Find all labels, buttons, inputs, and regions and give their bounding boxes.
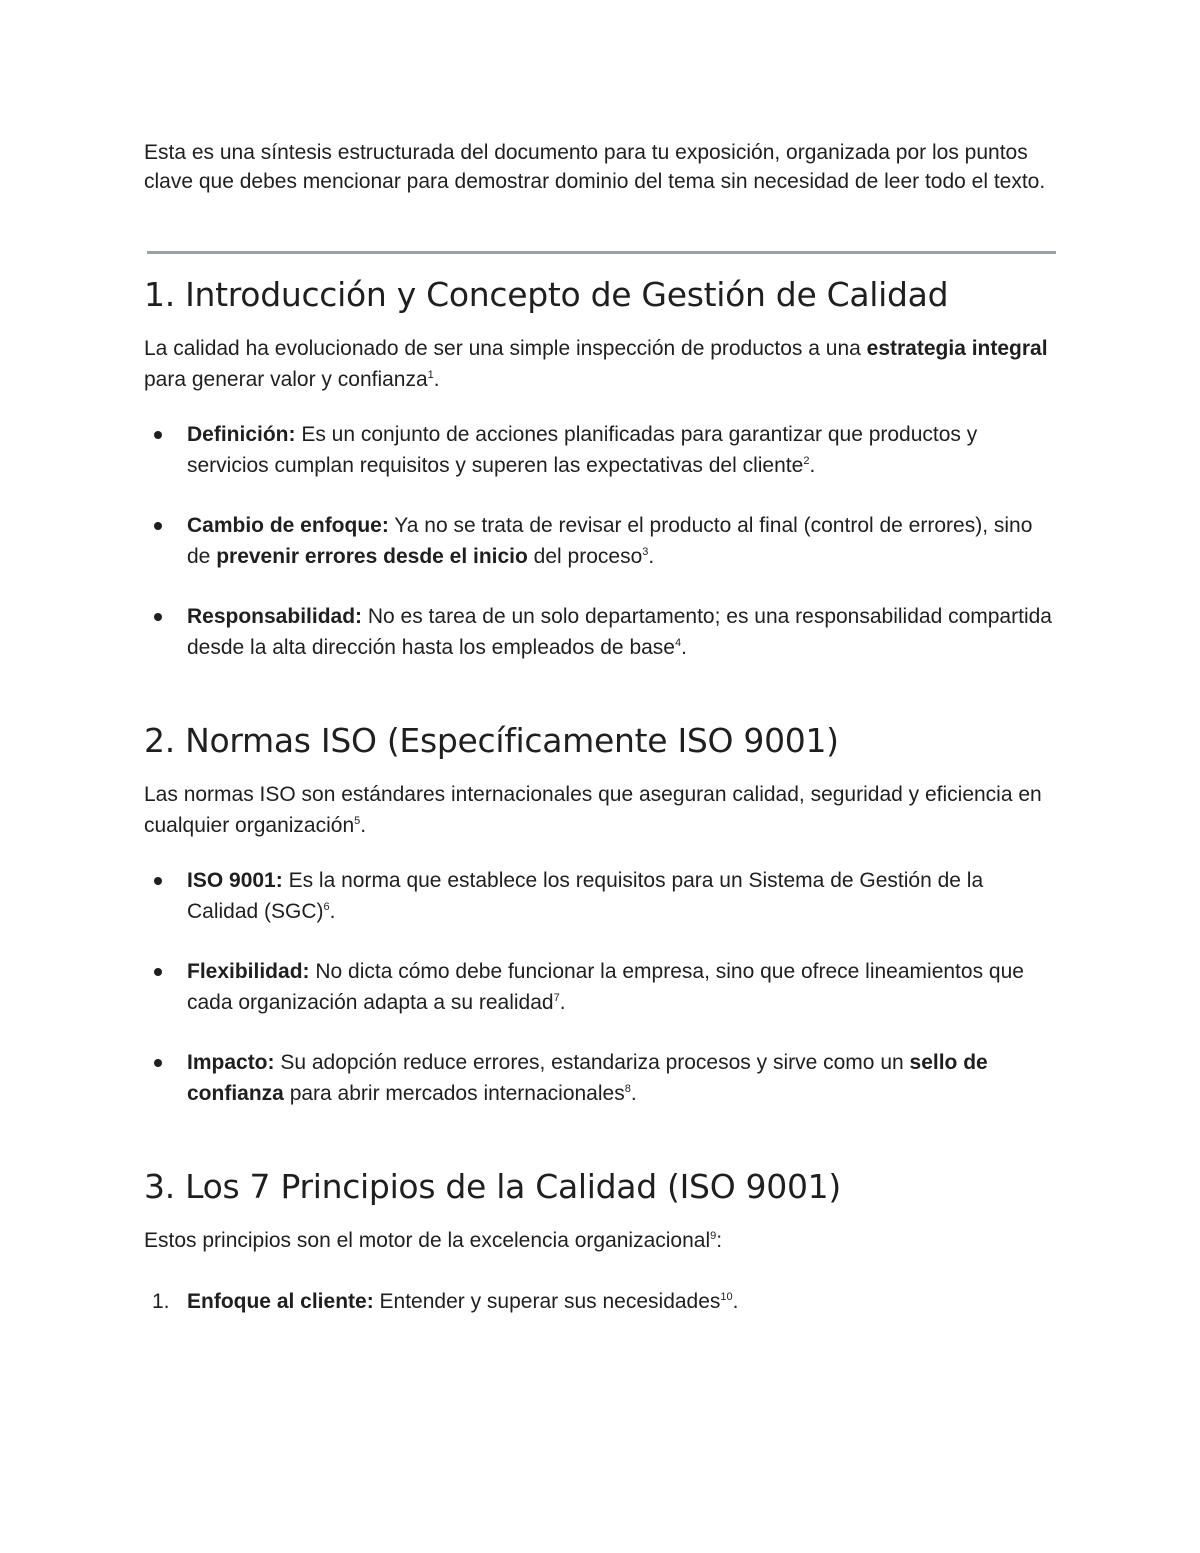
list-item — [144, 865, 1056, 927]
item-text: No es tarea de un solo departamento; es una responsabilidad compartida desde la alta dirección hasta los empleados de base — [187, 605, 1052, 659]
bullet-list — [144, 419, 1056, 663]
lead-punct: . — [360, 814, 367, 837]
bullet-icon — [154, 522, 162, 530]
list-item — [144, 510, 1056, 572]
section-heading: 3. Los 7 Principios de la Calidad (ISO 9001) — [144, 1167, 841, 1206]
item-bold: prevenir errores desde el inicio — [216, 545, 528, 568]
item-label: Definición: — [187, 423, 296, 446]
lead-bold: estrategia integral — [866, 337, 1048, 360]
document-page — [144, 138, 1056, 1317]
footnote-ref: 9 — [710, 1230, 717, 1242]
item-punct: . — [648, 545, 655, 568]
list-item — [144, 601, 1056, 663]
section-2 — [144, 719, 1056, 1109]
item-text: No dicta cómo debe funcionar la empresa, sino que ofrece lineamientos que cada organización adapta a su realidad — [187, 960, 1024, 1014]
list-item — [144, 419, 1056, 481]
item-label: Responsabilidad: — [187, 605, 363, 628]
footnote-ref: 3 — [642, 546, 649, 558]
item-label: Flexibilidad: — [187, 960, 310, 983]
item-label: Impacto: — [187, 1051, 275, 1074]
item-punct: . — [681, 636, 687, 659]
item-punct: . — [809, 454, 816, 477]
bullet-icon — [154, 431, 162, 439]
lead-punct: : — [716, 1229, 723, 1252]
section-1 — [144, 273, 1056, 663]
footnote-ref: 4 — [674, 637, 682, 649]
list-number: 1. — [152, 1290, 170, 1313]
section-lead — [144, 333, 1056, 395]
lead-text: Las normas ISO son estándares internacionales que aseguran calidad, seguridad y eficiencia en cualquier organización — [144, 783, 1042, 837]
horizontal-divider — [147, 251, 1056, 254]
list-item — [144, 1286, 1056, 1317]
footnote-ref: 8 — [624, 1083, 631, 1095]
item-bold: sello de confianza — [187, 1051, 988, 1105]
intro-paragraph: Esta es una síntesis estructurada del documento para tu exposición, organizada por los puntos clave que debes mencionar para demostrar dominio del tema sin necesidad de leer todo el texto. — [144, 141, 1046, 193]
section-heading: 1. Introducción y Concepto de Gestión de Calidad — [144, 275, 949, 314]
section-lead — [144, 1225, 1056, 1256]
bullet-icon — [154, 613, 162, 621]
footnote-ref: 10 — [720, 1291, 733, 1303]
lead-text: La calidad ha evolucionado de ser una simple inspección de productos a una — [144, 337, 867, 360]
lead-text: Estos principios son el motor de la excelencia organizacional — [144, 1229, 711, 1252]
section-3 — [144, 1165, 1056, 1317]
bullet-icon — [154, 968, 162, 976]
item-punct: . — [732, 1290, 739, 1313]
bullet-icon — [154, 877, 162, 885]
item-punct: . — [559, 991, 566, 1014]
bullet-icon — [154, 1059, 162, 1067]
footnote-ref: 5 — [354, 815, 361, 827]
numbered-list — [144, 1286, 1056, 1317]
list-item — [144, 956, 1056, 1018]
lead-punct: . — [433, 368, 440, 391]
footnote-ref: 7 — [553, 992, 560, 1004]
item-label: Enfoque al cliente: — [187, 1290, 374, 1313]
footnote-ref: 6 — [323, 901, 330, 913]
footnote-ref: 2 — [803, 455, 810, 467]
section-lead — [144, 779, 1056, 841]
item-label: Cambio de enfoque: — [187, 514, 389, 537]
item-text: para abrir mercados internacionales — [283, 1082, 625, 1105]
item-label: ISO 9001: — [187, 869, 283, 892]
item-text: Es la norma que establece los requisitos para un Sistema de Gestión de la Calidad (SGC) — [187, 869, 984, 923]
item-text: del proceso — [527, 545, 643, 568]
item-text: Su adopción reduce errores, estandariza procesos y sirve como un — [274, 1051, 910, 1074]
item-text: Ya no se trata de revisar el producto al final (control de errores), sino de — [187, 514, 1033, 568]
item-text: Entender y superar sus necesidades — [373, 1290, 721, 1313]
lead-text: para generar valor y confianza — [144, 368, 428, 391]
item-text: Es un conjunto de acciones planificadas para garantizar que productos y servicios cumplan requisitos y superen las expectativas del cliente — [187, 423, 978, 477]
section-heading: 2. Normas ISO (Específicamente ISO 9001) — [144, 721, 839, 760]
list-item — [144, 1047, 1056, 1109]
item-punct: . — [630, 1082, 637, 1105]
item-punct: . — [329, 900, 336, 923]
bullet-list — [144, 865, 1056, 1109]
footnote-ref: 1 — [427, 369, 434, 381]
